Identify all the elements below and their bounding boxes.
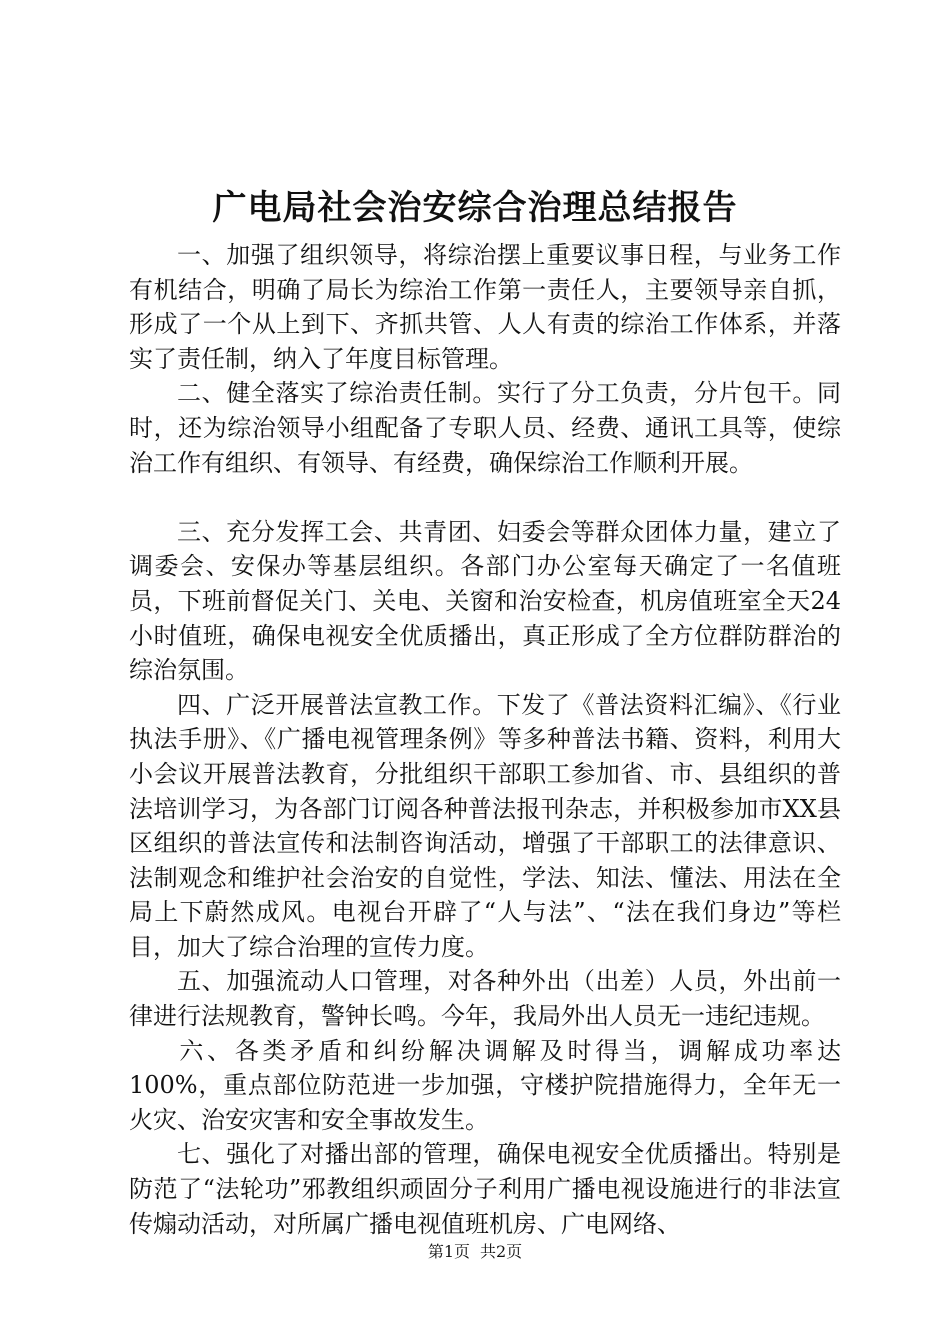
page-number-current: 第1页 — [427, 1242, 470, 1261]
paragraph-4: 四、广泛开展普法宣教工作。下发了《普法资料汇编》、《行业执法手册》、《广播电视管理条例》等多种普法书籍、资料，利用大小会议开展普法教育，分批组织干部职工参加省、市、县组织的普法培训学习，为各部门订阅各种普法报刊杂志，并积极参加市XX县区组织的普法宣传和法制咨询活动，增强了干部职工的法律意识、法制观念和维护社会治安的自觉性，学法、知法、懂法、用法在全局上下蔚然成风。电视台开辟了“人与法”、“法在我们身边”等栏目，加大了综合治理的宣传力度。 — [129, 690, 841, 961]
paragraph-2: 二、健全落实了综治责任制。实行了分工负责，分片包干。同时，还为综治领导小组配备了专职人员、经费、通讯工具等，使综治工作有组织、有领导、有经费，确保综治工作顺利开展。 — [129, 379, 841, 477]
document-title: 广电局社会治安综合治理总结报告 — [212, 188, 738, 228]
paragraph-3: 三、充分发挥工会、共青团、妇委会等群众团体力量，建立了调委会、安保办等基层组织。各部门办公室每天确定了一名值班员，下班前督促关门、关电、关窗和治安检查，机房值班室全天24小时值班，确保电视安全优质播出，真正形成了全方位群防群治的综治氛围。 — [129, 517, 841, 685]
document-body — [129, 238, 841, 1241]
paragraph-7: 七、强化了对播出部的管理，确保电视安全优质播出。特别是防范了“法轮功”邪教组织顽固分子利用广播电视设施进行的非法宣传煽动活动，对所属广播电视值班机房、广电网络、 — [129, 1140, 841, 1238]
paragraph-5: 五、加强流动人口管理，对各种外出（出差）人员，外出前一律进行法规教育，警钟长鸣。今年，我局外出人员无一违纪违规。 — [129, 967, 841, 1031]
page-footer — [0, 1241, 950, 1263]
page-number-total: 共2页 — [480, 1242, 523, 1261]
paragraph-6: 六、各类矛盾和纠纷解决调解及时得当，调解成功率达100%，重点部位防范进一步加强，守楼护院措施得力，全年无一火灾、治安灾害和安全事故发生。 — [129, 1036, 841, 1134]
paragraph-1: 一、加强了组织领导，将综治摆上重要议事日程，与业务工作有机结合，明确了局长为综治工作第一责任人，主要领导亲自抓，形成了一个从上到下、齐抓共管、人人有责的综治工作体系，并落实了责任制，纳入了年度目标管理。 — [129, 241, 841, 373]
